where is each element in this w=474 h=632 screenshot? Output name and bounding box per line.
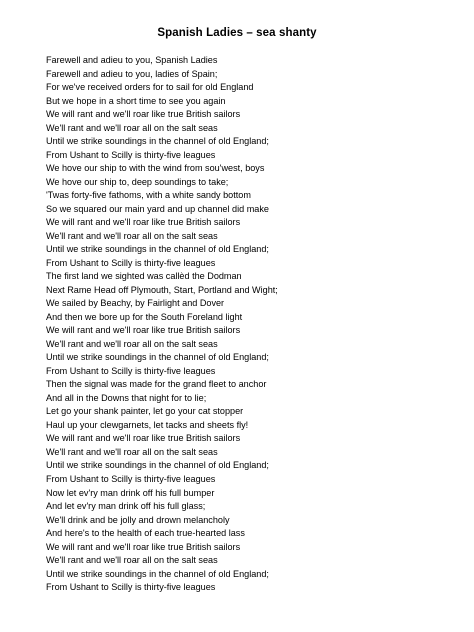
lyric-line: Until we strike soundings in the channel of old England; <box>46 244 269 255</box>
lyric-line: And then we bore up for the South Foreland light <box>46 311 243 322</box>
lyric-line: We'll rant and we'll roar all on the salt seas <box>46 122 218 133</box>
lyric-line: For we've received orders for to sail for old England <box>46 82 254 93</box>
lyric-line: We sailed by Beachy, by Fairlight and Dover <box>46 298 225 309</box>
lyric-line: We will rant and we'll roar like true British sailors <box>46 109 241 120</box>
lyric-line: Haul up your clewgarnets, let tacks and sheets fly! <box>46 419 249 430</box>
lyric-line: We'll rant and we'll roar all on the salt seas <box>46 555 218 566</box>
lyric-line: We'll rant and we'll roar all on the salt seas <box>46 338 218 349</box>
lyric-line: We'll rant and we'll roar all on the salt seas <box>46 446 218 457</box>
lyric-line: We'll rant and we'll roar all on the salt seas <box>46 230 218 241</box>
lyric-line: The first land we sighted was callèd the Dodman <box>46 271 242 282</box>
lyric-line: From Ushant to Scilly is thirty-five leagues <box>46 473 216 484</box>
lyric-line: We will rant and we'll roar like true British sailors <box>46 541 241 552</box>
lyric-line: So we squared our main yard and up channel did make <box>46 203 269 214</box>
lyric-line: And all in the Downs that night for to lie; <box>46 392 207 403</box>
lyric-line: We'll drink and be jolly and drown melancholy <box>46 514 230 525</box>
lyric-line: And let ev'ry man drink off his full glass; <box>46 501 206 512</box>
lyric-line: Now let ev'ry man drink off his full bumper <box>46 487 215 498</box>
lyric-line: Let go your shank painter, let go your cat stopper <box>46 406 244 417</box>
lyric-line: Until we strike soundings in the channel of old England; <box>46 136 269 147</box>
lyric-line: We will rant and we'll roar like true British sailors <box>46 433 241 444</box>
lyric-line: Next Rame Head off Plymouth, Start, Portland and Wight; <box>46 284 278 295</box>
lyric-line: But we hope in a short time to see you again <box>46 95 226 106</box>
lyric-line: Until we strike soundings in the channel of old England; <box>46 568 269 579</box>
lyric-line: From Ushant to Scilly is thirty-five leagues <box>46 582 216 593</box>
lyric-line: Then the signal was made for the grand fleet to anchor <box>46 379 267 390</box>
lyric-line: We hove our ship to with the wind from sou'west, boys <box>46 163 265 174</box>
lyric-line: Until we strike soundings in the channel of old England; <box>46 460 269 471</box>
lyric-line: Until we strike soundings in the channel of old England; <box>46 352 269 363</box>
lyric-line: Farewell and adieu to you, ladies of Spain; <box>46 68 218 79</box>
document-title: Spanish Ladies – sea shanty <box>157 27 317 39</box>
lyric-line: We will rant and we'll roar like true British sailors <box>46 325 241 336</box>
lyric-line: From Ushant to Scilly is thirty-five leagues <box>46 257 216 268</box>
lyric-line: We will rant and we'll roar like true British sailors <box>46 217 241 228</box>
lyric-line: 'Twas forty-five fathoms, with a white sandy bottom <box>46 190 251 201</box>
lyric-line: From Ushant to Scilly is thirty-five leagues <box>46 149 216 160</box>
lyric-line: Farewell and adieu to you, Spanish Ladies <box>46 55 218 65</box>
lyric-line: We hove our ship to, deep soundings to take; <box>46 176 229 187</box>
lyrics-body <box>46 54 278 595</box>
lyric-line: And here's to the health of each true-hearted lass <box>46 528 245 539</box>
lyric-line: From Ushant to Scilly is thirty-five leagues <box>46 365 216 376</box>
